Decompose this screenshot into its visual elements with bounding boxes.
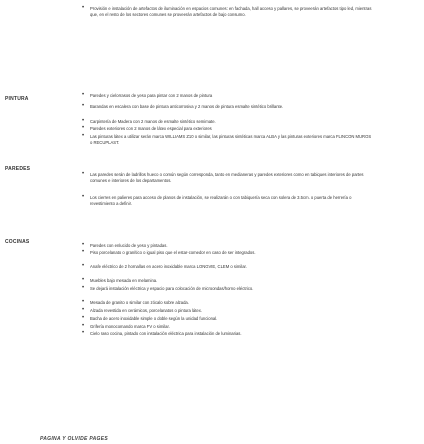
- bullet-icon: •: [82, 315, 85, 321]
- list-item: [82, 286, 372, 298]
- bullet-icon: •: [82, 249, 85, 255]
- list-item: [82, 172, 372, 190]
- list-item: [82, 134, 372, 152]
- item-text: Mesada de granito o similar con zócalo sobre alzada.: [90, 300, 189, 305]
- bullet-icon: •: [82, 125, 85, 131]
- bullet-icon: •: [82, 92, 85, 98]
- item-text: Provisión e instalación de artefactos de iluminación en espacios comunes: en fachada, hall acceso y pallares, se proveerán artefactos tipo led, mientras que, en el resto de los sectores comunes se proveerán artefactos de bajo consumo.: [90, 6, 372, 17]
- item-text: Los cierres en palieres para acceso de planos de instalación, se realizarán o con tabiquería seca con solera de 3.5cm. o puerta de herrería o revestimiento a definir.: [90, 195, 352, 206]
- list-item: [82, 324, 372, 330]
- item-text: Muebles bajo mesada en melamina.: [90, 278, 158, 283]
- bullet-icon: •: [82, 277, 85, 283]
- item-text: Carpintería de Madera con 2 manos de esmalte sintético semimate.: [90, 119, 216, 124]
- item-text: Barandas en escalera con base de pintura anticorrosiva y 2 manos de pintura esmalte sintético brillante.: [90, 104, 284, 109]
- bullet-icon: •: [82, 194, 85, 200]
- section-label-cocinas: COCINAS: [5, 239, 30, 245]
- bullet-icon: •: [82, 307, 85, 313]
- bullet-icon: •: [82, 242, 85, 248]
- bullet-icon: •: [82, 323, 85, 329]
- item-text: Cielo raso cocina, pintado con instalación eléctrica para instalación de luminarias.: [90, 331, 242, 336]
- item-text: Se dejará instalación eléctrica y espacio para colocación de microondas/horno eléctrico.: [90, 286, 254, 291]
- bullet-icon: •: [82, 171, 85, 177]
- list-item: [82, 278, 372, 284]
- list-item: [82, 308, 372, 314]
- bullet-icon: •: [82, 263, 85, 269]
- list-item: [82, 93, 372, 101]
- list-item: [82, 6, 372, 36]
- item-text: Las paredes serán de ladrillos hueco o común según corresponda, tanto en medianeras y paredes exteriores como en tabiques interiores de partes comunes e interiores de los departamentos.: [90, 172, 364, 183]
- item-text: Bacha de acero inoxidable simple o doble según la unidad funcional.: [90, 316, 218, 321]
- bullet-icon: •: [82, 299, 85, 305]
- item-text: Paredes con enlucido de yeso y pintadas.: [90, 243, 168, 248]
- page-footer: PAGINA Y OLVIDE PAGES: [40, 436, 108, 442]
- item-text: Anafe eléctrico de 2 hornallas en acero inoxidable marca LONGVIE, CLEM o similar.: [90, 264, 247, 269]
- bullet-icon: •: [82, 330, 85, 336]
- list-item: [82, 331, 372, 343]
- item-text: Grifería monocomando marca FV o similar.: [90, 324, 170, 329]
- bullet-icon: •: [82, 118, 85, 124]
- section-label-pintura: PINTURA: [5, 96, 29, 102]
- item-text: Alzada revestida en cerámicos, porcelanatos o pintura látex.: [90, 308, 202, 313]
- item-text: Paredes exteriores con 2 manos de látex especial para exteriores: [90, 126, 212, 131]
- section-label-paredes: PAREDES: [5, 166, 31, 172]
- bullet-icon: •: [82, 103, 85, 109]
- list-item: [82, 119, 372, 125]
- item-text: Paredes y cielorrasos de yeso para pintar con 2 manos de pintura: [90, 93, 213, 98]
- bullet-icon: •: [82, 285, 85, 291]
- list-item: [82, 300, 372, 306]
- list-item: [82, 250, 372, 262]
- list-item: [82, 195, 372, 213]
- item-text: Las pinturas látex a utilizar serán marca WILLIAMS Z10 o similar, las pinturas sintéticas marca ALBA y las pinturas exteriores marca FLINCON MUROS o RECUPLAST.: [90, 134, 372, 145]
- list-item: [82, 126, 372, 132]
- list-item: [82, 104, 372, 116]
- list-item: [82, 316, 372, 322]
- item-text: Piso porcelanato o granítico o igual piso que el estar-comedor en caso de ser integrados.: [90, 250, 256, 255]
- list-item: [82, 243, 372, 249]
- bullet-icon: •: [82, 133, 85, 139]
- bullet-icon: •: [82, 5, 85, 11]
- list-item: [82, 264, 372, 276]
